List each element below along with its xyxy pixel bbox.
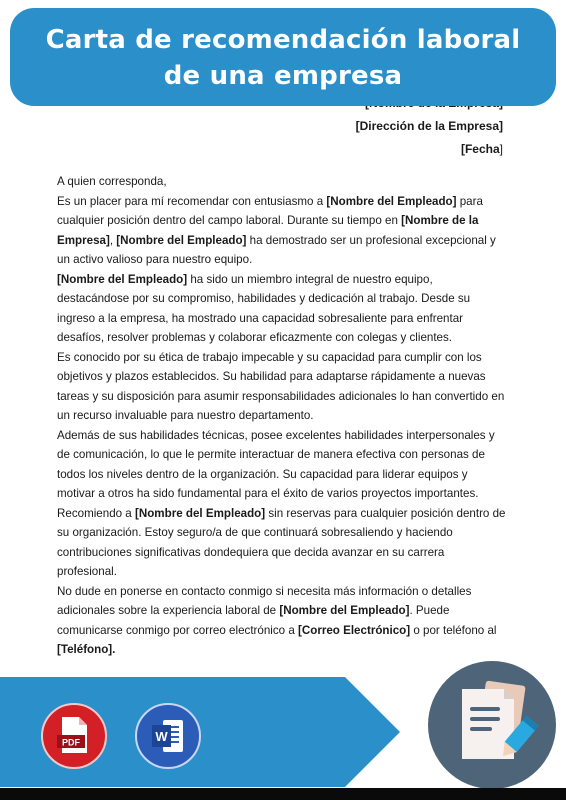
employee-name-placeholder: [Nombre del Empleado] bbox=[116, 233, 247, 247]
text: . Puede comunicarse conmigo por correo electrónico a bbox=[57, 604, 450, 637]
pdf-file-icon[interactable] bbox=[41, 703, 107, 769]
company-address: [Dirección de la Empresa] bbox=[355, 119, 503, 133]
word-file-icon[interactable] bbox=[135, 703, 201, 769]
company-name-placeholder: [Nombre de la Empresa] bbox=[57, 214, 479, 247]
text: Es un placer para mí recomendar con entusiasmo a bbox=[57, 194, 327, 208]
text: Recomiendo a bbox=[57, 506, 135, 520]
text: ha sido un miembro integral de nuestro equipo, destacándose por su compromiso, habilidades y dedicación al trabajo. Desde su ingreso a la empresa, ha mostrado una capacidad sobresaliente para enfrentar desafíos, resolver problemas y colaborar eficazmente con colegas y clientes. bbox=[57, 272, 471, 344]
paragraph-member bbox=[57, 270, 507, 348]
employee-name-placeholder: [Nombre del Empleado] bbox=[279, 604, 410, 617]
date-bracket: ] bbox=[499, 142, 503, 156]
text: para cualquier posición dentro del campo laboral. Durante su tiempo en bbox=[57, 194, 483, 227]
text: o por teléfono al bbox=[410, 623, 497, 637]
text: , bbox=[109, 233, 117, 247]
phone-placeholder: [Teléfono]. bbox=[57, 643, 116, 656]
paragraph-ethics: Es conocido por su ética de trabajo impecable y su capacidad para cumplir con los objetivos y plazos establecidos. Su habilidad para adaptarse rápidamente a nuevas tareas y su disposición para asumir responsabilidades adicionales lo han convertido en un recurso invaluable para nuestro departamento. bbox=[57, 350, 505, 422]
text: ha demostrado ser un profesional excepcional y un activo valioso para nuestro equipo. bbox=[57, 233, 496, 266]
text: No dude en ponerse en contacto conmigo si necesita más información o detalles adicionales sobre la experiencia laboral de bbox=[57, 584, 472, 617]
employee-name-placeholder: [Nombre del Empleado] bbox=[57, 272, 188, 286]
paragraph-skills: Además de sus habilidades técnicas, posee excelentes habilidades interpersonales y de comunicación, lo que le permite interactuar de manera efectiva con personas de todos los niveles dentro de la organización. Su capacidad para liderar equipos y motivar a otros ha sido fundamental para el éxito de varios proyectos importantes. bbox=[57, 428, 495, 500]
letter-date bbox=[356, 138, 503, 161]
text: sin reservas para cualquier posición dentro de su organización. Estoy seguro/a de que continuará sobresaliendo y haciendo contribuciones significativas dondequiera que decida avanzar en su carrera profesional. bbox=[57, 506, 506, 578]
document-edit-icon bbox=[428, 661, 556, 789]
paragraph-intro bbox=[57, 192, 507, 270]
email-placeholder: [Correo Electrónico] bbox=[298, 623, 411, 637]
employee-name-placeholder: [Nombre del Empleado] bbox=[326, 194, 457, 208]
salutation: A quien corresponda, bbox=[57, 175, 167, 188]
pdf-label: PDF bbox=[62, 737, 80, 748]
word-label: W bbox=[155, 729, 168, 744]
paragraph-recommendation bbox=[57, 504, 507, 582]
letter-body bbox=[57, 172, 507, 660]
paragraph-contact bbox=[57, 582, 507, 660]
page-title: Carta de recomendación laboral de una empresa bbox=[10, 8, 556, 106]
bottom-bar bbox=[0, 788, 566, 800]
date-label: [Fecha bbox=[460, 142, 500, 156]
employee-name-placeholder: [Nombre del Empleado] bbox=[134, 506, 266, 520]
